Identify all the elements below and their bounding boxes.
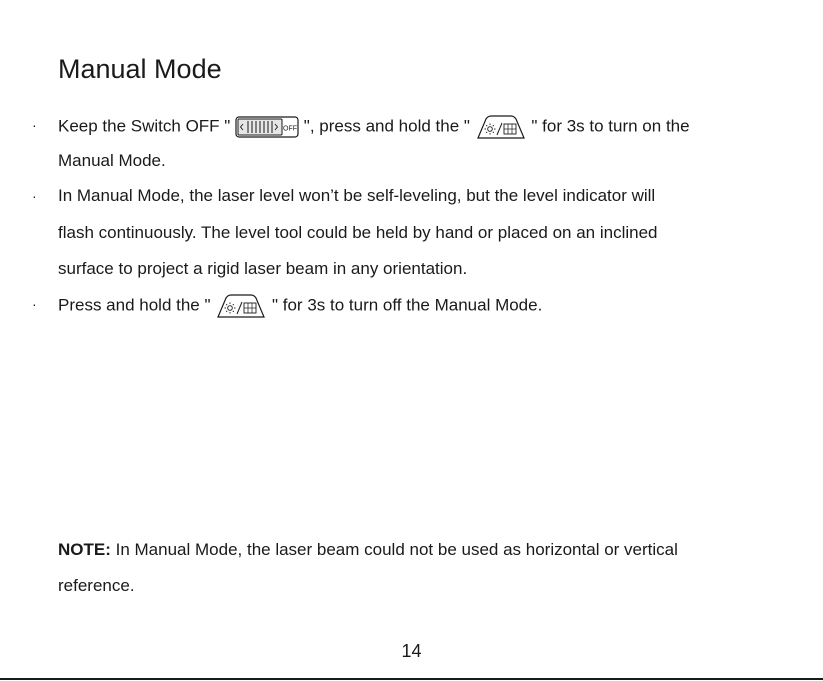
bullet-2-line-2: flash continuously. The level tool could be held by hand or placed on an inclined	[58, 223, 658, 242]
bullet-1-line-2: Manual Mode.	[58, 151, 166, 170]
bullet-2-line-3: surface to project a rigid laser beam in any orientation.	[58, 259, 468, 278]
bottom-rule	[0, 678, 823, 680]
bullet-1-text-b: ", press and hold the "	[303, 116, 470, 136]
bullet-marker: ·	[32, 296, 37, 312]
bullet-1-text-c: " for 3s to turn on the	[531, 116, 690, 136]
bullet-2-line-1: In Manual Mode, the laser level won’t be self-leveling, but the level indicator will	[58, 186, 656, 205]
page-title: Manual Mode	[58, 54, 222, 84]
bullet-marker: ·	[32, 117, 37, 133]
page-number: 14	[401, 641, 422, 661]
manual-mode-button-icon	[215, 293, 267, 319]
switch-off-icon	[235, 116, 299, 138]
bullet-1-line-1	[58, 114, 690, 140]
bullet-3-line-1	[58, 293, 542, 319]
bullet-3-text-a: Press and hold the "	[58, 295, 211, 315]
note-label: NOTE:	[58, 540, 111, 559]
bullet-1-text-a: Keep the Switch OFF "	[58, 116, 231, 136]
switch-off-label: OFF	[283, 125, 298, 133]
note-line-2: reference.	[58, 576, 135, 595]
note-text: In Manual Mode, the laser beam could not be used as horizontal or vertical	[110, 540, 678, 559]
note-line-1	[58, 539, 678, 561]
bullet-3-text-b: " for 3s to turn off the Manual Mode.	[272, 295, 543, 315]
bullet-marker: ·	[32, 188, 37, 204]
manual-mode-button-icon	[475, 114, 527, 140]
